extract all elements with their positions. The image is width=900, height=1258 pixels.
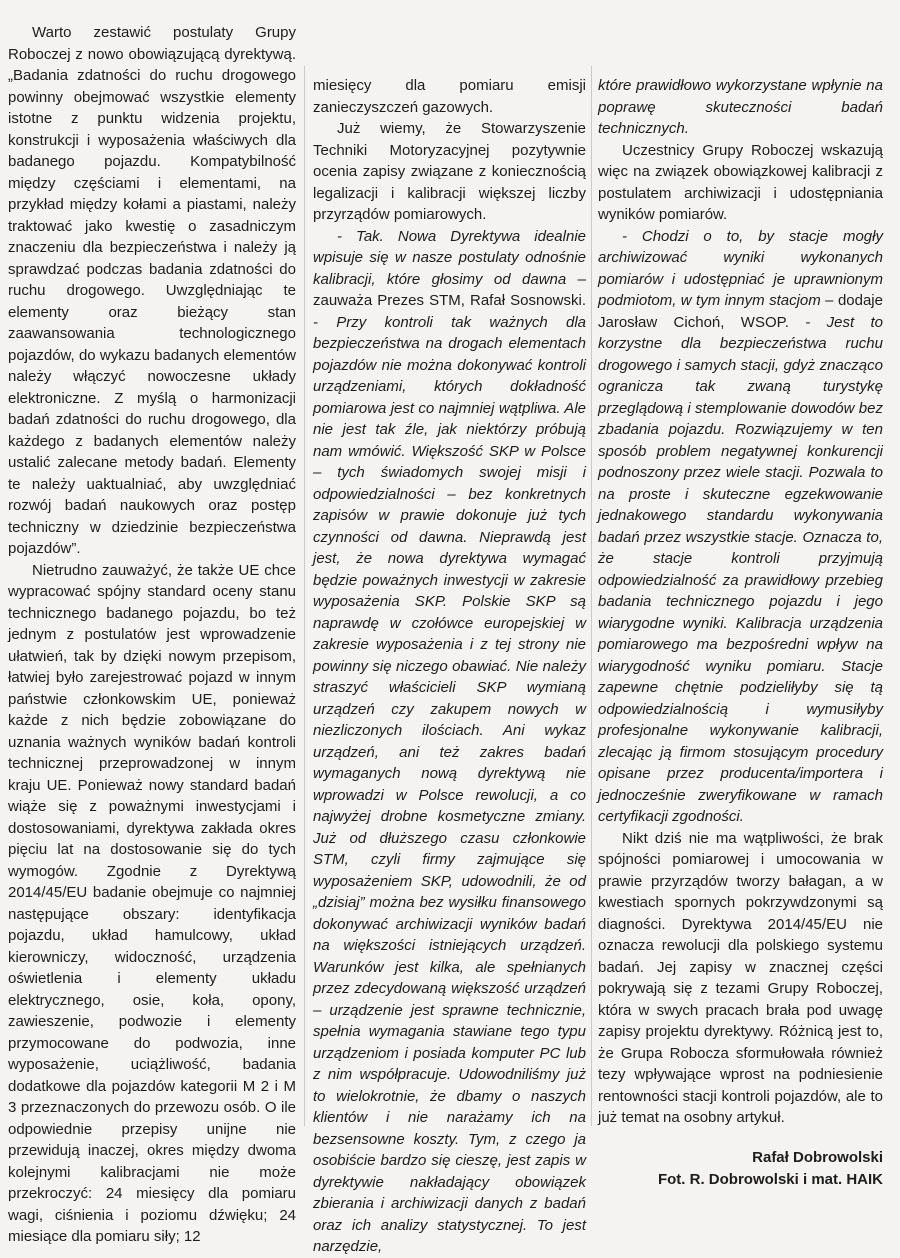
photo-credit: Fot. R. Dobrowolski i mat. HAIK <box>657 1170 883 1188</box>
quote-text: - Tak. Nowa Dyrektywa idealnie wpisuje się w nasze postulaty odnośnie kalibracji, które głosimy od dawna <box>313 227 586 288</box>
article-column-1 <box>8 22 296 1248</box>
paragraph: Warto zestawić postulaty Grupy Roboczej z nowo obowiązującą dyrektywą. „Badania zdatności do ruchu drogowego powinny obejmować wszystkie elementy istotne z punktu widzenia projektu, konstrukcji i wyposażenia właściwych dla badanego pojazdu. Kompatybilność między częściami i elementami, na przykład między kołami a piastami, należy traktować jako kwestię o zasadniczym znaczeniu dla bezpieczeństwa i należy ją sprawdzać podczas badania zdatności do ruchu drogowego. Uwzględniając te elementy oraz bieżący stan zaawansowania technologicznego pojazdów, do wykazu badanych elementów należy włączyć nowoczesne układy elektroniczne. Z myślą o harmonizacji badań zdatności do ruchu drogowego, dla każdego z badanych elementów należy ustalić zalecane metody badań. Elementy te należy uaktualniać, aby uwzględniać rozwój badań naukowych oraz postęp techniczny w dziedzinie bezpieczeństwa pojazdów”. <box>8 24 296 557</box>
column-divider <box>591 66 592 1126</box>
author-name: Rafał Dobrowolski <box>752 1148 883 1166</box>
paragraph: miesięcy dla pomiaru emisji zanieczyszczeń gazowych. <box>313 77 586 116</box>
quote-text: - Przy kontroli tak ważnych dla bezpieczeństwa na drogach elementach pojazdów nie można dokonywać kontroli urządzeniami, których dokładność pomiarowa jest co najmniej wątpliwa. Ale nie jest tak źle, jak niektórzy próbują nam wmówić. Większość SKP w Polsce – tych świadomych swojej misji i odpowiedzialności – bez konkretnych zapisów w prawie dokonuje już tych czynności od dawna. Nieprawdą jest jest, że nowa dyrektywa wymagać będzie poważnych inwestycji w zakresie wyposażenia SKP. Polskie SKP są naprawdę w czołówce europejskiej w zakresie wyposażenia i z tej strony nie powinny się niczego obawiać. Nie należy straszyć właścicieli SKP wymianą urządzeń czy zakupem nowych w niezliczonych ilościach. Ani wykaz urządzeń, ani też zakres badań wymaganych nową dyrektywą nie wprowadzi w Polsce rewolucji, a co najwyżej drobne kosmetyczne zmiany. Już od dłuższego czasu członkowie STM, czyli firmy zajmujące się wyposażeniem SKP, udowodnili, że od „dzisiaj” można bez wysiłku finansowego dokonywać archiwizacji wyników badań na większości istniejących urządzeń. Warunków jest kilka, ale spełnianych przez zdecydowaną większość urządzeń – urządzenie jest sprawne technicznie, spełnia wymagania stawiane tego typu urządzeniom i posiada komputer PC lub z nim współpracuje. Udowodniliśmy już to wielokrotnie, że dbamy o naszych klientów i nie narażamy ich na bezsensowne koszty. Tym, z czego ja osobiście bardzo się cieszę, jest zapis w dyrektywie nakładający obowiązek zbierania i archiwizacji danych z badań oraz ich analizy statystycznej. To jest narzędzie, <box>313 313 586 1255</box>
paragraph: Uczestnicy Grupy Roboczej wskazują więc na związek obowiązkowej kalibracji z postulatem archiwizacji i udostępniania wyników pomiarów. <box>598 141 883 223</box>
signature-block <box>598 1147 883 1191</box>
quote-paragraph <box>598 226 883 828</box>
paragraph: Nietrudno zauważyć, że także UE chce wypracować spójny standard oceny stanu technicznego badanego pojazdu, bo też jednym z postulatów jest wprowadzenie ułatwień, tak by dzięki nowym przepisom, łatwiej było zarejestrować pojazd w innym państwie członkowskim UE, ponieważ każde z nich będzie zobowiązane do uznania ważnych wyników badań kontroli technicznej przeprowadzonej w innym kraju UE. Ponieważ nowy standard badań wiąże się z poważnymi inwestycjami i dostosowaniami, dyrektywa zakłada okres pięciu lat na dostosowanie się do tych wymogów. Zgodnie z Dyrektywą 2014/45/EU badanie obejmuje co najmniej następujące obszary: identyfikacja pojazdu, układ hamulcowy, układ kierowniczy, widoczność, urządzenia oświetlenia i elementy układu elektrycznego, osie, koła, opony, zawieszenie, podwozie i elementy przymocowane do podwozia, inne wyposażenie, uciążliwość, badania dodatkowe dla pojazdów kategorii M 2 i M 3 przeznaczonych do przewozu osób. O ile odpowiednie przepisy unijne nie przewidują inaczej, okres między dwoma kolejnymi kalibracjami nie może przekroczyć: 24 miesięcy dla pomiaru wagi, ciśnienia i poziomu dźwięku; 24 miesiące dla pomiaru siły; 12 <box>8 561 296 1245</box>
paragraph: Już wiemy, że Stowarzyszenie Techniki Motoryzacyjnej pozytywnie ocenia zapisy związane z koniecznością legalizacji i kalibracji większej liczby przyrządów pomiarowych. <box>313 120 586 223</box>
attribution-text: – dodaje Jarosław Cichoń, WSOP. <box>598 292 883 331</box>
attribution-text: – zauważa Prezes STM, Rafał Sosnowski. <box>313 270 586 309</box>
quote-text: - Jest to korzystne dla bezpieczeństwa ruchu drogowego i samych stacji, gdyż znacząco ogranicza tak zwaną turystykę przeglądową i stemplowanie dowodów bez zbadania pojazdu. Rozwiązujemy w ten sposób problem negatywnej konkurencji podnoszony przez wiele stacji. Pozwala to na proste i skuteczne egzekwowanie jednakowego standardu wykonywania badań przez wszystkie stacje. Oznacza to, że stacje kontroli przyjmują odpowiedzialność za prawidłowy przebieg badania technicznego pojazdu i jego wiarygodne wyniki. Kalibracja urządzenia pomiarowego ma bezpośredni wpływ na wiarygodność wyniku pomiaru. Stacje zapewne chętnie podzieliłyby się tą odpowiedzialnością i wymusiłyby profesjonalne wykonywanie kalibracji, zlecając ją firmom stosującym procedury opisane przez producenta/importera i jednocześnie zweryfikowane w ramach certyfikacji zgodności. <box>598 313 883 825</box>
quote-text: - Chodzi o to, by stacje mogły archiwizować wyniki wykonanych pomiarów i udostępniać je uprawnionym podmiotom, w tym innym stacjom <box>598 227 883 309</box>
paragraph: Nikt dziś nie ma wątpliwości, że brak spójności pomiarowej i umocowania w prawie przyrządów tworzy bałagan, a w kwestiach spornych pokrzywdzonymi są diagności. Dyrektywa 2014/45/EU nie oznacza rewolucji dla polskiego systemu badań. Jej zapisy w znacznej części pokrywają się z tezami Grupy Roboczej, która w swych pracach brała pod uwagę zapisy projektu dyrektywy. Różnicą jest to, że Grupa Robocza sformułowała również tezy wpływające wprost na podniesienie rentowności stacji kontroli pojazdów, ale to już temat na osobny artykuł. <box>598 829 883 1126</box>
paragraph: które prawidłowo wykorzystane wpłynie na poprawę skuteczności badań technicznych. <box>598 77 883 137</box>
article-column-3 <box>598 75 883 1191</box>
quote-paragraph <box>313 226 586 1258</box>
article-column-2 <box>313 75 586 1258</box>
column-divider <box>304 66 305 1126</box>
